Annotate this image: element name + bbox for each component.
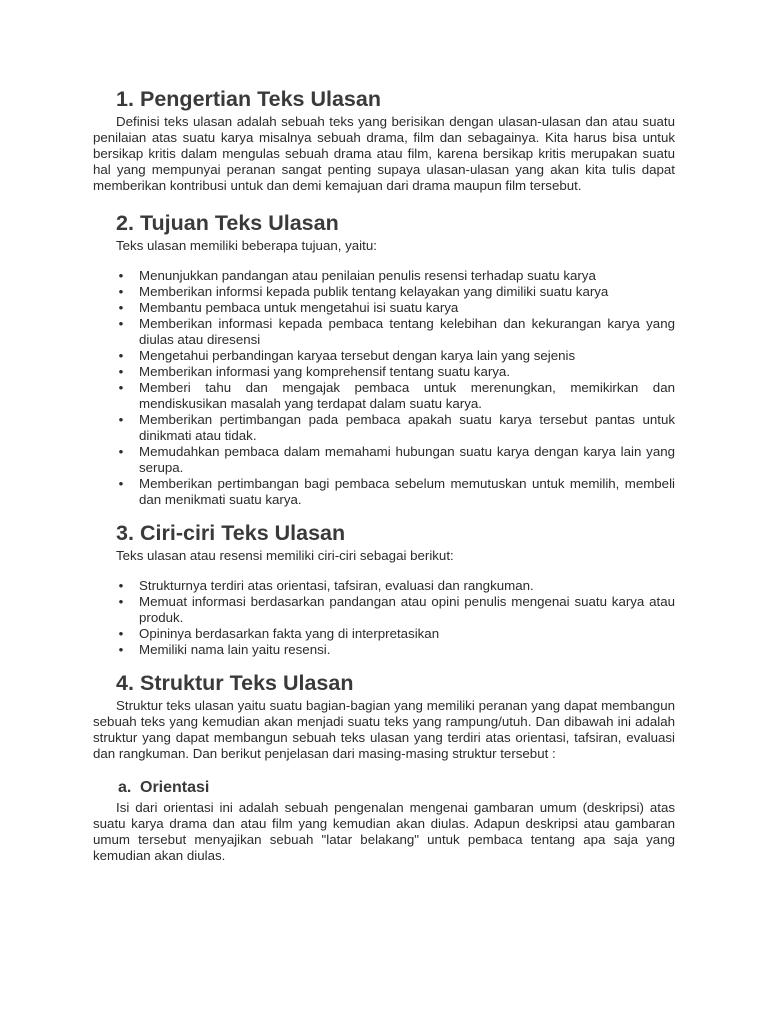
section-title: Ciri-ciri Teks Ulasan (140, 521, 346, 545)
subsection-letter: a. (118, 779, 132, 796)
bullet-icon: • (118, 364, 124, 379)
section-paragraph: Struktur teks ulasan yaitu suatu bagian-bagian yang memiliki peranan yang dapat membangun sebuah teks yang kemudian akan menjadi suatu teks yang rampung/utuh. Dan dibawah ini adalah struktur yang dapat membangun sebuah teks ulasan yang terdiri atas orientasi, tafsiran, evaluasi dan rangkuman. Dan berikut penjelasan dari masing-masing struktur tersebut : (93, 698, 675, 761)
list-item: • Mengetahui perbandingan karyaa tersebut dengan karya lain yang sejenis (93, 348, 675, 364)
list-item: • Memuat informasi berdasarkan pandangan atau opini penulis mengenai suatu karya atau produk. (93, 594, 675, 626)
section-number: 1. (116, 87, 134, 111)
section-paragraph: Definisi teks ulasan adalah sebuah teks yang berisikan dengan ulasan-ulasan dan atau suatu penilaian atas suatu karya misalnya sebuah drama, film dan sebagainya. Kita harus bisa untuk bersikap kritis dalam mengulas sebuah drama atau film, karena bersikap kritis merupakan suatu hal yang mempunyai peranan sangat penting supaya ulasan-ulasan yang akan kita tulis dapat memberikan kontribusi untuk dan demi kemajuan dari drama maupun film tersebut. (93, 114, 675, 193)
list-item: • Memberikan pertimbangan bagi pembaca sebelum memutuskan untuk memilih, membeli dan menikmati suatu karya. (93, 476, 675, 508)
section-number: 2. (116, 211, 134, 235)
bullet-icon: • (118, 268, 124, 283)
section-number: 4. (116, 671, 134, 695)
list-item: • Membantu pembaca untuk mengetahui isi suatu karya (93, 300, 675, 316)
list-item: • Memberikan informsi kepada publik tentang kelayakan yang dimiliki suatu karya (93, 284, 675, 300)
section-intro: Teks ulasan memiliki beberapa tujuan, yaitu: (116, 238, 377, 253)
section-title: Struktur Teks Ulasan (140, 671, 354, 695)
section-heading (116, 84, 675, 114)
subsection-paragraph: Isi dari orientasi ini adalah sebuah pengenalan mengenai gambaran umum (deskripsi) atas suatu karya drama dan atau film yang kemudian akan diulas. Adapun deskripsi atau gambaran umum tersebut menyajikan sebuah "latar belakang" untuk pembaca tentang apa saja yang kemudian akan diulas. (93, 800, 675, 863)
section-heading (116, 518, 675, 548)
list-item: • Memiliki nama lain yaitu resensi. (93, 642, 675, 658)
bullet-icon: • (118, 316, 124, 331)
section-heading (116, 668, 675, 698)
list-item: • Menunjukkan pandangan atau penilaian penulis resensi terhadap suatu karya (93, 268, 675, 284)
section-pengertian (93, 84, 675, 194)
bullet-icon: • (118, 380, 124, 395)
section-number: 3. (116, 521, 134, 545)
subsection-title: Orientasi (140, 779, 210, 796)
list-item: • Opininya berdasarkan fakta yang di interpretasikan (93, 626, 675, 642)
document-page (93, 84, 675, 864)
bullet-icon: • (118, 476, 124, 491)
bullet-icon: • (118, 626, 124, 641)
bullet-icon: • (118, 578, 124, 593)
list-item: • Memberikan informasi yang komprehensif tentang suatu karya. (93, 364, 675, 380)
section-heading (116, 208, 675, 238)
list-item: • Memberikan informasi kepada pembaca tentang kelebihan dan kekurangan karya yang diulas atau diresensi (93, 316, 675, 348)
bullet-icon: • (118, 284, 124, 299)
bullet-icon: • (118, 412, 124, 427)
bullet-icon: • (118, 348, 124, 363)
section-title: Pengertian Teks Ulasan (140, 87, 381, 111)
section-title: Tujuan Teks Ulasan (140, 211, 339, 235)
bullet-icon: • (118, 594, 124, 609)
bullet-icon: • (118, 642, 124, 657)
list-item: • Memberikan pertimbangan pada pembaca apakah suatu karya tersebut pantas untuk dinikmati atau tidak. (93, 412, 675, 444)
list-item: • Strukturnya terdiri atas orientasi, tafsiran, evaluasi dan rangkuman. (93, 578, 675, 594)
bullet-list (93, 268, 675, 508)
bullet-list (93, 578, 675, 658)
section-struktur (93, 668, 675, 864)
section-tujuan (93, 208, 675, 508)
subsection-heading (118, 778, 675, 798)
section-ciri-ciri (93, 518, 675, 658)
list-item: • Memudahkan pembaca dalam memahami hubungan suatu karya dengan karya lain yang serupa. (93, 444, 675, 476)
section-intro: Teks ulasan atau resensi memiliki ciri-ciri sebagai berikut: (116, 548, 454, 563)
bullet-icon: • (118, 444, 124, 459)
bullet-icon: • (118, 300, 124, 315)
list-item: • Memberi tahu dan mengajak pembaca untuk merenungkan, memikirkan dan mendiskusikan masalah yang terdapat dalam suatu karya. (93, 380, 675, 412)
